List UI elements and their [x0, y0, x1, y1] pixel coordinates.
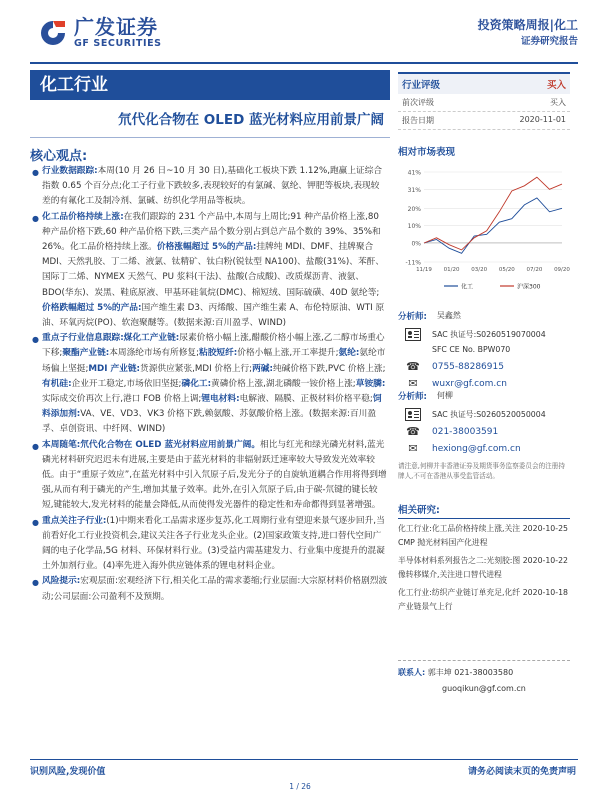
bullet-icon: ●	[32, 168, 39, 177]
core-views-body	[30, 164, 388, 605]
rating-row-label: 报告日期	[402, 116, 434, 125]
contact-block	[398, 660, 570, 697]
legend-label: 化工	[461, 283, 474, 291]
company-logo	[38, 16, 162, 49]
para-text: 企业开工稳定,市场依旧坚挺;	[71, 378, 182, 389]
bullet-icon: ●	[32, 335, 39, 345]
para-text: 货源供应紧张,MDI 价格上行;	[140, 363, 253, 374]
rating-value: 买入	[546, 80, 566, 91]
core-paragraph	[30, 210, 388, 332]
para-lead: MDI 产业链:	[88, 363, 141, 374]
report-subtitle: 氘代化合物在 OLED 蓝光材料应用前景广阔	[118, 112, 384, 128]
performance-heading: 相对市场表现	[398, 147, 456, 158]
analyst-name: 何柳	[436, 391, 453, 400]
para-lead: 草铵膦:	[355, 378, 386, 389]
chart-svg	[398, 160, 570, 300]
y-tick-label: -11%	[405, 259, 421, 267]
related-research-heading: 相关研究:	[398, 502, 570, 519]
core-paragraph	[30, 164, 388, 210]
para-lead: 聚酯产业链:	[62, 348, 110, 359]
rating-label: 行业评级	[402, 80, 441, 91]
related-research-item[interactable]	[398, 522, 570, 550]
bullet-icon: ●	[32, 213, 39, 223]
rating-row	[398, 94, 570, 112]
para-lead: 重点子行业信息跟踪:煤化工产业链:	[42, 333, 180, 344]
report-subtype: 证券研究报告	[520, 36, 578, 47]
para-lead: 风险提示:	[42, 576, 81, 587]
para-text: 相比与红光和绿光磷光材料,蓝光磷光材料研究迟迟未有进展,主要是由于蓝光材料的非辐射跃迁速率较大导致发光效率较低。由于“重原子效应”,在蓝光材料中引入氘原子后,发光分子的自旋轨道耦合作用将得到增强,从而有利于磷光的产生,增加其量子效率。此外,在引入氘原子后,由于碳-氘键的键长较短,键能较大,发光材料的能量会降低,从而使得发光器件的稳定性和寿命都得到显著增强。	[42, 439, 387, 511]
analyst-block	[398, 388, 570, 456]
analyst-label: 分析师:	[398, 391, 427, 402]
para-lead: 化工品价格持续上涨:	[42, 211, 124, 222]
analyst-cert: SAC 执证号:S0260520050004	[432, 410, 546, 419]
core-paragraph	[30, 438, 388, 514]
y-tick-label: 31%	[407, 186, 421, 194]
id-card-icon	[402, 408, 424, 422]
email-icon: ✉	[408, 377, 418, 390]
x-tick-label: 03/20	[471, 267, 488, 273]
phone-icon: ☎	[406, 425, 420, 438]
industry-title: 化工行业	[30, 70, 390, 100]
gf-logo-icon	[38, 18, 68, 48]
contact-name: 郭丰坤 021-38003580	[427, 668, 514, 677]
id-card-icon	[402, 328, 424, 342]
para-text: (1)中期来看化工品需求逐步复苏,化工周期行业有望迎来景气逐步回升,当前看好化工行业投资机会,建议关注各子行业龙头企业。(2)国家政策支持,进口替代空间广阔的电子化学品,5G 材料、环保材料行业。(3)受益内需基建发力、行业集中度提升的混凝土外加剂行业。(4)率先进入海外供应链体系的锂电材料企业。	[42, 515, 385, 572]
y-tick-label: 0%	[411, 240, 421, 248]
related-title[interactable]: 半导体材料系列报告之二:光刻胶:图像转移媒介,关注进口替代进程	[398, 556, 521, 579]
para-lead: 价格跌幅超过 5%的产品:	[42, 302, 142, 313]
email-icon: ✉	[408, 442, 418, 455]
x-tick-label: 11/19	[416, 267, 432, 273]
legend-label: 沪深300	[517, 283, 541, 291]
para-lead: 饲料添加剂:	[42, 394, 382, 420]
page-number: 1 / 26	[289, 782, 311, 791]
para-text: 黄磷价格上涨,湖北磷酸一铵价格上涨;	[211, 378, 356, 389]
para-text: 本周涤纶市场有所修复;	[109, 348, 200, 359]
para-lead: 磷化工:	[181, 378, 212, 389]
relative-performance-chart	[398, 160, 570, 300]
para-text: 纯碱价格下跌,PVC 价格上涨;	[272, 363, 386, 374]
rating-header	[398, 72, 570, 94]
rating-row-label: 前次评级	[402, 98, 434, 107]
para-text: 尿素价格小幅上涨,醋酸价格小幅上涨,乙二醇市场重心下移;	[42, 333, 385, 359]
para-text: 电解液、隔膜、正极材料价格平稳;	[239, 394, 373, 405]
series-line-1	[424, 177, 562, 250]
para-lead: 粘胶短纤:	[199, 348, 238, 359]
rating-row-value: 买入	[550, 98, 566, 107]
footer-divider	[30, 759, 578, 760]
bullet-icon: ●	[32, 441, 39, 451]
rating-row-value: 2020-11-01	[519, 115, 566, 124]
core-views-heading: 核心观点:	[30, 149, 88, 164]
rating-row	[398, 112, 570, 130]
subtitle-area	[30, 100, 390, 138]
para-text: 国产维生素 D3、丙烯酸、国产维生素 A、布伦特原油、WTI 原油、环氧丙烷(PO)、软泡聚醚等。(数据来源:百川盈孚、WIND)	[42, 302, 385, 329]
para-text: 本周(10 月 26 日~10 月 30 日),基础化工板块下跌 1.12%,跑赢上证综合指数 0.65 个百分点;化工子行业下跌较多,表现较好的有氯碱、氨纶、钾肥等板块,表现较差的有氟化工及制冷剂、氯碱、纺织化学用品等板块。	[42, 166, 383, 207]
related-title[interactable]: 化工行业:化工品价格持续上涨,关注 CMP 抛光材料国产化进程	[398, 524, 521, 547]
bullet-icon: ●	[32, 517, 39, 527]
para-lead: 重点关注子行业:	[42, 515, 107, 526]
footer-slogan: 识别风险,发现价值	[30, 767, 106, 777]
logo-name-cn: 广发证券	[74, 15, 158, 39]
para-lead: 氨纶:	[338, 348, 360, 359]
analyst-block	[398, 308, 570, 391]
para-text: 实际成交价再次上行,港口 FOB 价格上调;	[42, 394, 202, 405]
para-lead: 价格涨幅超过 5%的产品:	[156, 242, 257, 253]
header-divider	[30, 62, 578, 64]
x-tick-label: 05/20	[498, 267, 515, 273]
para-text: 在我们跟踪的 231 个产品中,本周与上周比;91 种产品价格上涨,80 种产品价格下跌,60 种产品价格下跌,三类产品个数分别占到总产品个数的 39%、35%和 26%。化工品价格持续上涨。	[42, 211, 381, 253]
analyst-cfe: SFC CE No. BPW070	[432, 345, 511, 354]
rating-box	[398, 72, 570, 130]
x-tick-label: 07/20	[526, 267, 543, 273]
report-type: 投资策略周报|化工	[477, 18, 578, 32]
para-lead: 两碱:	[252, 363, 273, 374]
related-research-item[interactable]	[398, 586, 570, 614]
contact-label: 联系人:	[398, 668, 426, 677]
related-research-item[interactable]	[398, 554, 570, 582]
para-lead: 锂电材料:	[201, 394, 240, 405]
footer-disclaimer: 请务必阅读末页的免责声明	[467, 767, 576, 777]
analyst-cert: SAC 执证号:S0260519070004	[432, 330, 546, 339]
y-tick-label: 41%	[407, 169, 421, 177]
contact-email[interactable]: guoqikun@gf.com.cn	[442, 684, 526, 693]
y-tick-label: 10%	[407, 223, 421, 231]
related-title[interactable]: 化工行业:纺织产业链订单充足,化纤产业链景气上行	[398, 588, 521, 611]
core-paragraph	[30, 574, 388, 604]
logo-name-en: GF SECURITIES	[74, 38, 162, 49]
para-text: 宏观层面:宏观经济下行,相关化工品的需求萎缩;行业层面:大宗原材料价格剧烈波动;公司层面:公司盈利不及预期。	[42, 576, 388, 602]
analyst-disclaimer: 请注意,何柳并非香港证券及期货事务监察委员会的注册持牌人,不可在香港从事受监管活动。	[398, 462, 565, 480]
para-lead: 有机硅:	[42, 378, 72, 389]
x-tick-label: 09/20	[554, 267, 570, 273]
para-lead: 行业数据跟踪:	[42, 166, 98, 176]
analyst-phone: 021-38003591	[432, 426, 499, 437]
analyst-label: 分析师:	[398, 311, 427, 322]
y-tick-label: 20%	[407, 205, 421, 213]
analyst-name: 吴鑫然	[436, 311, 461, 320]
related-date: 2020-10-18	[522, 588, 568, 597]
phone-icon: ☎	[406, 360, 420, 373]
analyst-email[interactable]: wuxr@gf.com.cn	[432, 378, 507, 389]
core-paragraph	[30, 331, 388, 437]
para-lead: 本周随笔:氘代化合物在 OLED 蓝光材料应用前景广阔。	[42, 439, 261, 450]
para-text: 氨纶市场偏上坚挺;	[42, 348, 386, 374]
related-research-list	[398, 522, 570, 618]
bullet-icon: ●	[32, 578, 39, 588]
para-text: VA、VE、VD3、VK3 价格下跌,赖氨酸、苏氨酸价格上涨。(数据来源:百川盈孚、卓创资讯、中纤网、WIND)	[42, 409, 377, 435]
related-date: 2020-10-25	[522, 524, 568, 533]
page-header	[0, 0, 600, 66]
x-tick-label: 01/20	[443, 267, 460, 273]
para-text: 价格小幅上涨,开工率提升;	[237, 348, 339, 359]
related-date: 2020-10-22	[522, 556, 568, 565]
analyst-email[interactable]: hexiong@gf.com.cn	[432, 443, 521, 454]
core-paragraph	[30, 514, 388, 575]
analyst-phone: 0755-88286915	[432, 361, 504, 372]
para-text: 挂牌纯 MDI、DMF、挂牌聚合 MDI、天然乳胶、丁二烯、液氯、钛精矿、钛白粉(锐钛型 NA100)、盐酸(31%)、苯酐、国际丁二烯、NYMEX 天然气、PU 浆料(干法)、盐酸(合成酸)、改质煤沥青、液氨、BDO(华东)、炭黑、鞋底原液、甲基环硅氧烷(DMC)、棉短绒、国际硫磺、40D 氨纶等;	[42, 242, 385, 298]
